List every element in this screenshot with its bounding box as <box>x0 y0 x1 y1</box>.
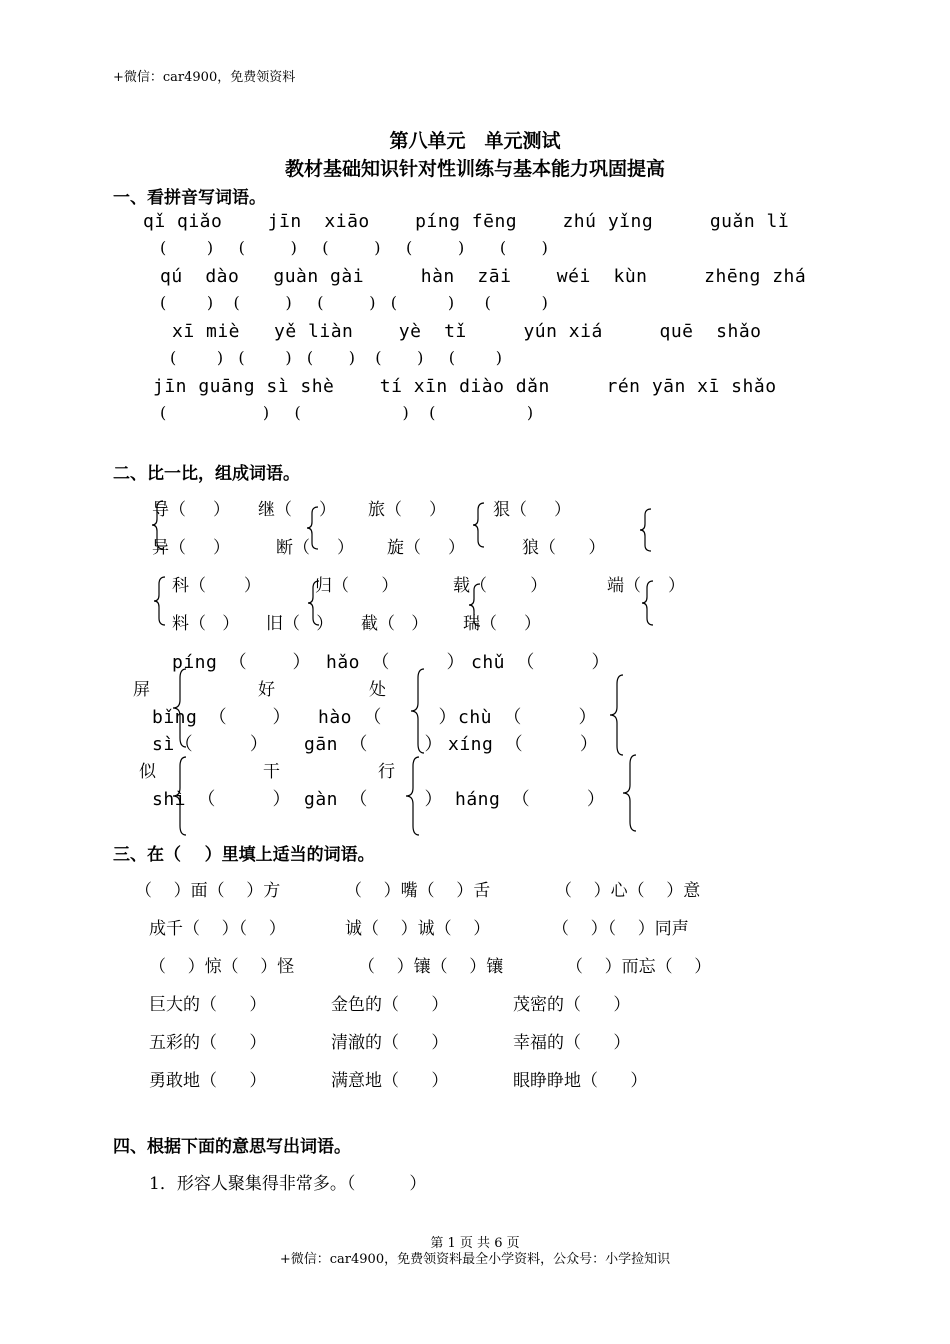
fill-idiom-6[interactable]: （ ）（ ）同声 <box>552 919 689 939</box>
brace-icon <box>641 580 655 626</box>
compare-char-zai: 载（ ） <box>453 576 548 596</box>
polyphone-char-ping: 屏 <box>133 680 150 700</box>
fill-phrase-2[interactable]: 金色的（ ） <box>331 995 449 1015</box>
page-subtitle: 教材基础知识针对性训练与基本能力巩固提高 <box>284 158 665 180</box>
fill-phrase-8[interactable]: 满意地（ ） <box>331 1071 449 1091</box>
polyphone-chu4: chù （ ） <box>458 707 598 728</box>
fill-idiom-2[interactable]: （ ）嘴（ ）舌 <box>345 881 491 901</box>
section-3-heading: 三、在（ ）里填上适当的词语。 <box>113 845 375 865</box>
polyphone-char-chu: 处 <box>369 680 386 700</box>
compare-char-ke: 科（ ） <box>172 576 261 596</box>
compare-char-dao: 导（ ） <box>152 500 231 520</box>
polyphone-shi: shì （ ） <box>152 789 292 810</box>
compare-char-duan2: 端（ ） <box>607 576 686 596</box>
brace-icon <box>151 500 165 550</box>
polyphone-gan4: gàn （ ） <box>304 789 444 810</box>
polyphone-xing: xíng （ ） <box>448 734 599 755</box>
polyphone-ping: píng （ ） <box>172 652 312 673</box>
fill-phrase-6[interactable]: 幸福的（ ） <box>513 1033 631 1053</box>
compare-char-duan: 断（ ） <box>276 538 355 558</box>
answer-blanks-row-4[interactable]: ( ) ( ) ( ) <box>160 403 534 422</box>
compare-char-lv: 旅（ ） <box>368 500 447 520</box>
brace-icon <box>405 756 421 836</box>
polyphone-char-gan: 干 <box>263 762 280 782</box>
compare-char-jie: 截（ ） <box>361 614 429 634</box>
polyphone-gan1: gān （ ） <box>304 734 444 755</box>
brace-icon <box>306 506 320 550</box>
polyphone-chu3: chǔ （ ） <box>471 652 611 673</box>
fill-phrase-9[interactable]: 眼睁睁地（ ） <box>513 1071 648 1091</box>
section-1-heading: 一、看拼音写词语。 <box>113 188 266 208</box>
polyphone-char-hao: 好 <box>258 680 275 700</box>
header-watermark: +微信：car4900，免费领资料 <box>113 70 296 85</box>
pinyin-row-4: jīn guāng sì shè tí xīn diào dǎn rén yān xī shǎo <box>153 376 777 397</box>
compare-char-yi: 异（ ） <box>152 538 231 558</box>
answer-blanks-row-3[interactable]: ( ) ( ) ( ) ( ) ( ) <box>170 348 502 367</box>
pinyin-row-1: qǐ qiǎo jīn xiāo píng fēng zhú yǐng guǎn lǐ <box>143 211 790 232</box>
brace-icon <box>153 576 167 626</box>
fill-phrase-1[interactable]: 巨大的（ ） <box>149 995 267 1015</box>
compare-char-xuan: 旋（ ） <box>387 538 466 558</box>
brace-icon <box>172 756 188 836</box>
pinyin-row-2: qú dào guàn gài hàn zāi wéi kùn zhēng zhá <box>160 266 807 287</box>
fill-idiom-8[interactable]: （ ）镶（ ）镶 <box>358 957 504 977</box>
fill-phrase-4[interactable]: 五彩的（ ） <box>149 1033 267 1053</box>
compare-char-hen: 狠（ ） <box>493 500 572 520</box>
brace-icon <box>472 502 486 548</box>
polyphone-hang: háng （ ） <box>455 789 606 810</box>
fill-idiom-1[interactable]: （ ）面（ ）方 <box>135 881 281 901</box>
compare-char-gui: 归（ ） <box>315 576 399 596</box>
compare-char-rui: 瑞（ ） <box>463 614 542 634</box>
brace-icon <box>609 674 625 756</box>
polyphone-hao3: hǎo （ ） <box>326 652 466 673</box>
brace-icon <box>639 508 653 552</box>
compare-char-lang: 狼（ ） <box>522 538 606 558</box>
pinyin-row-3: xī miè yě liàn yè tǐ yún xiá quē shǎo <box>172 321 762 342</box>
polyphone-char-si: 似 <box>139 762 156 782</box>
fill-idiom-7[interactable]: （ ）惊（ ）怪 <box>149 957 295 977</box>
fill-idiom-3[interactable]: （ ）心（ ）意 <box>555 881 701 901</box>
brace-icon <box>622 754 638 832</box>
polyphone-bing: bǐng （ ） <box>152 707 292 728</box>
polyphone-char-xing: 行 <box>378 762 395 782</box>
fill-phrase-5[interactable]: 清澈的（ ） <box>331 1033 449 1053</box>
fill-phrase-7[interactable]: 勇敢地（ ） <box>149 1071 267 1091</box>
compare-char-liao: 料（ ） <box>172 614 240 634</box>
page-title: 第八单元 单元测试 <box>389 130 561 152</box>
page-number: 第 1 页 共 6 页 <box>430 1236 520 1251</box>
footer-watermark: +微信：car4900，免费领资料最全小学资料，公众号：小学捡知识 <box>279 1252 671 1267</box>
answer-blanks-row-1[interactable]: ( ) ( ) ( ) ( ) ( ) <box>160 238 548 257</box>
fill-phrase-3[interactable]: 茂密的（ ） <box>513 995 631 1015</box>
section-2-heading: 二、比一比，组成词语。 <box>113 464 300 484</box>
answer-blanks-row-2[interactable]: ( ) ( ) ( ) ( ) ( ) <box>160 293 548 312</box>
brace-icon <box>468 583 482 627</box>
compare-char-ji: 继（ ） <box>258 500 337 520</box>
fill-idiom-9[interactable]: （ ）而忘（ ） <box>566 957 712 977</box>
polyphone-hao4: hào （ ） <box>318 707 458 728</box>
section-4-heading: 四、根据下面的意思写出词语。 <box>113 1137 351 1157</box>
fill-idiom-5[interactable]: 诚（ ）诚（ ） <box>345 919 491 939</box>
polyphone-si: sì（ ） <box>152 734 269 755</box>
fill-idiom-4[interactable]: 成千（ ）（ ） <box>149 919 286 939</box>
brace-icon <box>307 580 321 626</box>
compare-char-jiu: 旧（ ） <box>266 614 334 634</box>
question-1[interactable]: 1．形容人聚集得非常多。（ ） <box>149 1174 427 1194</box>
